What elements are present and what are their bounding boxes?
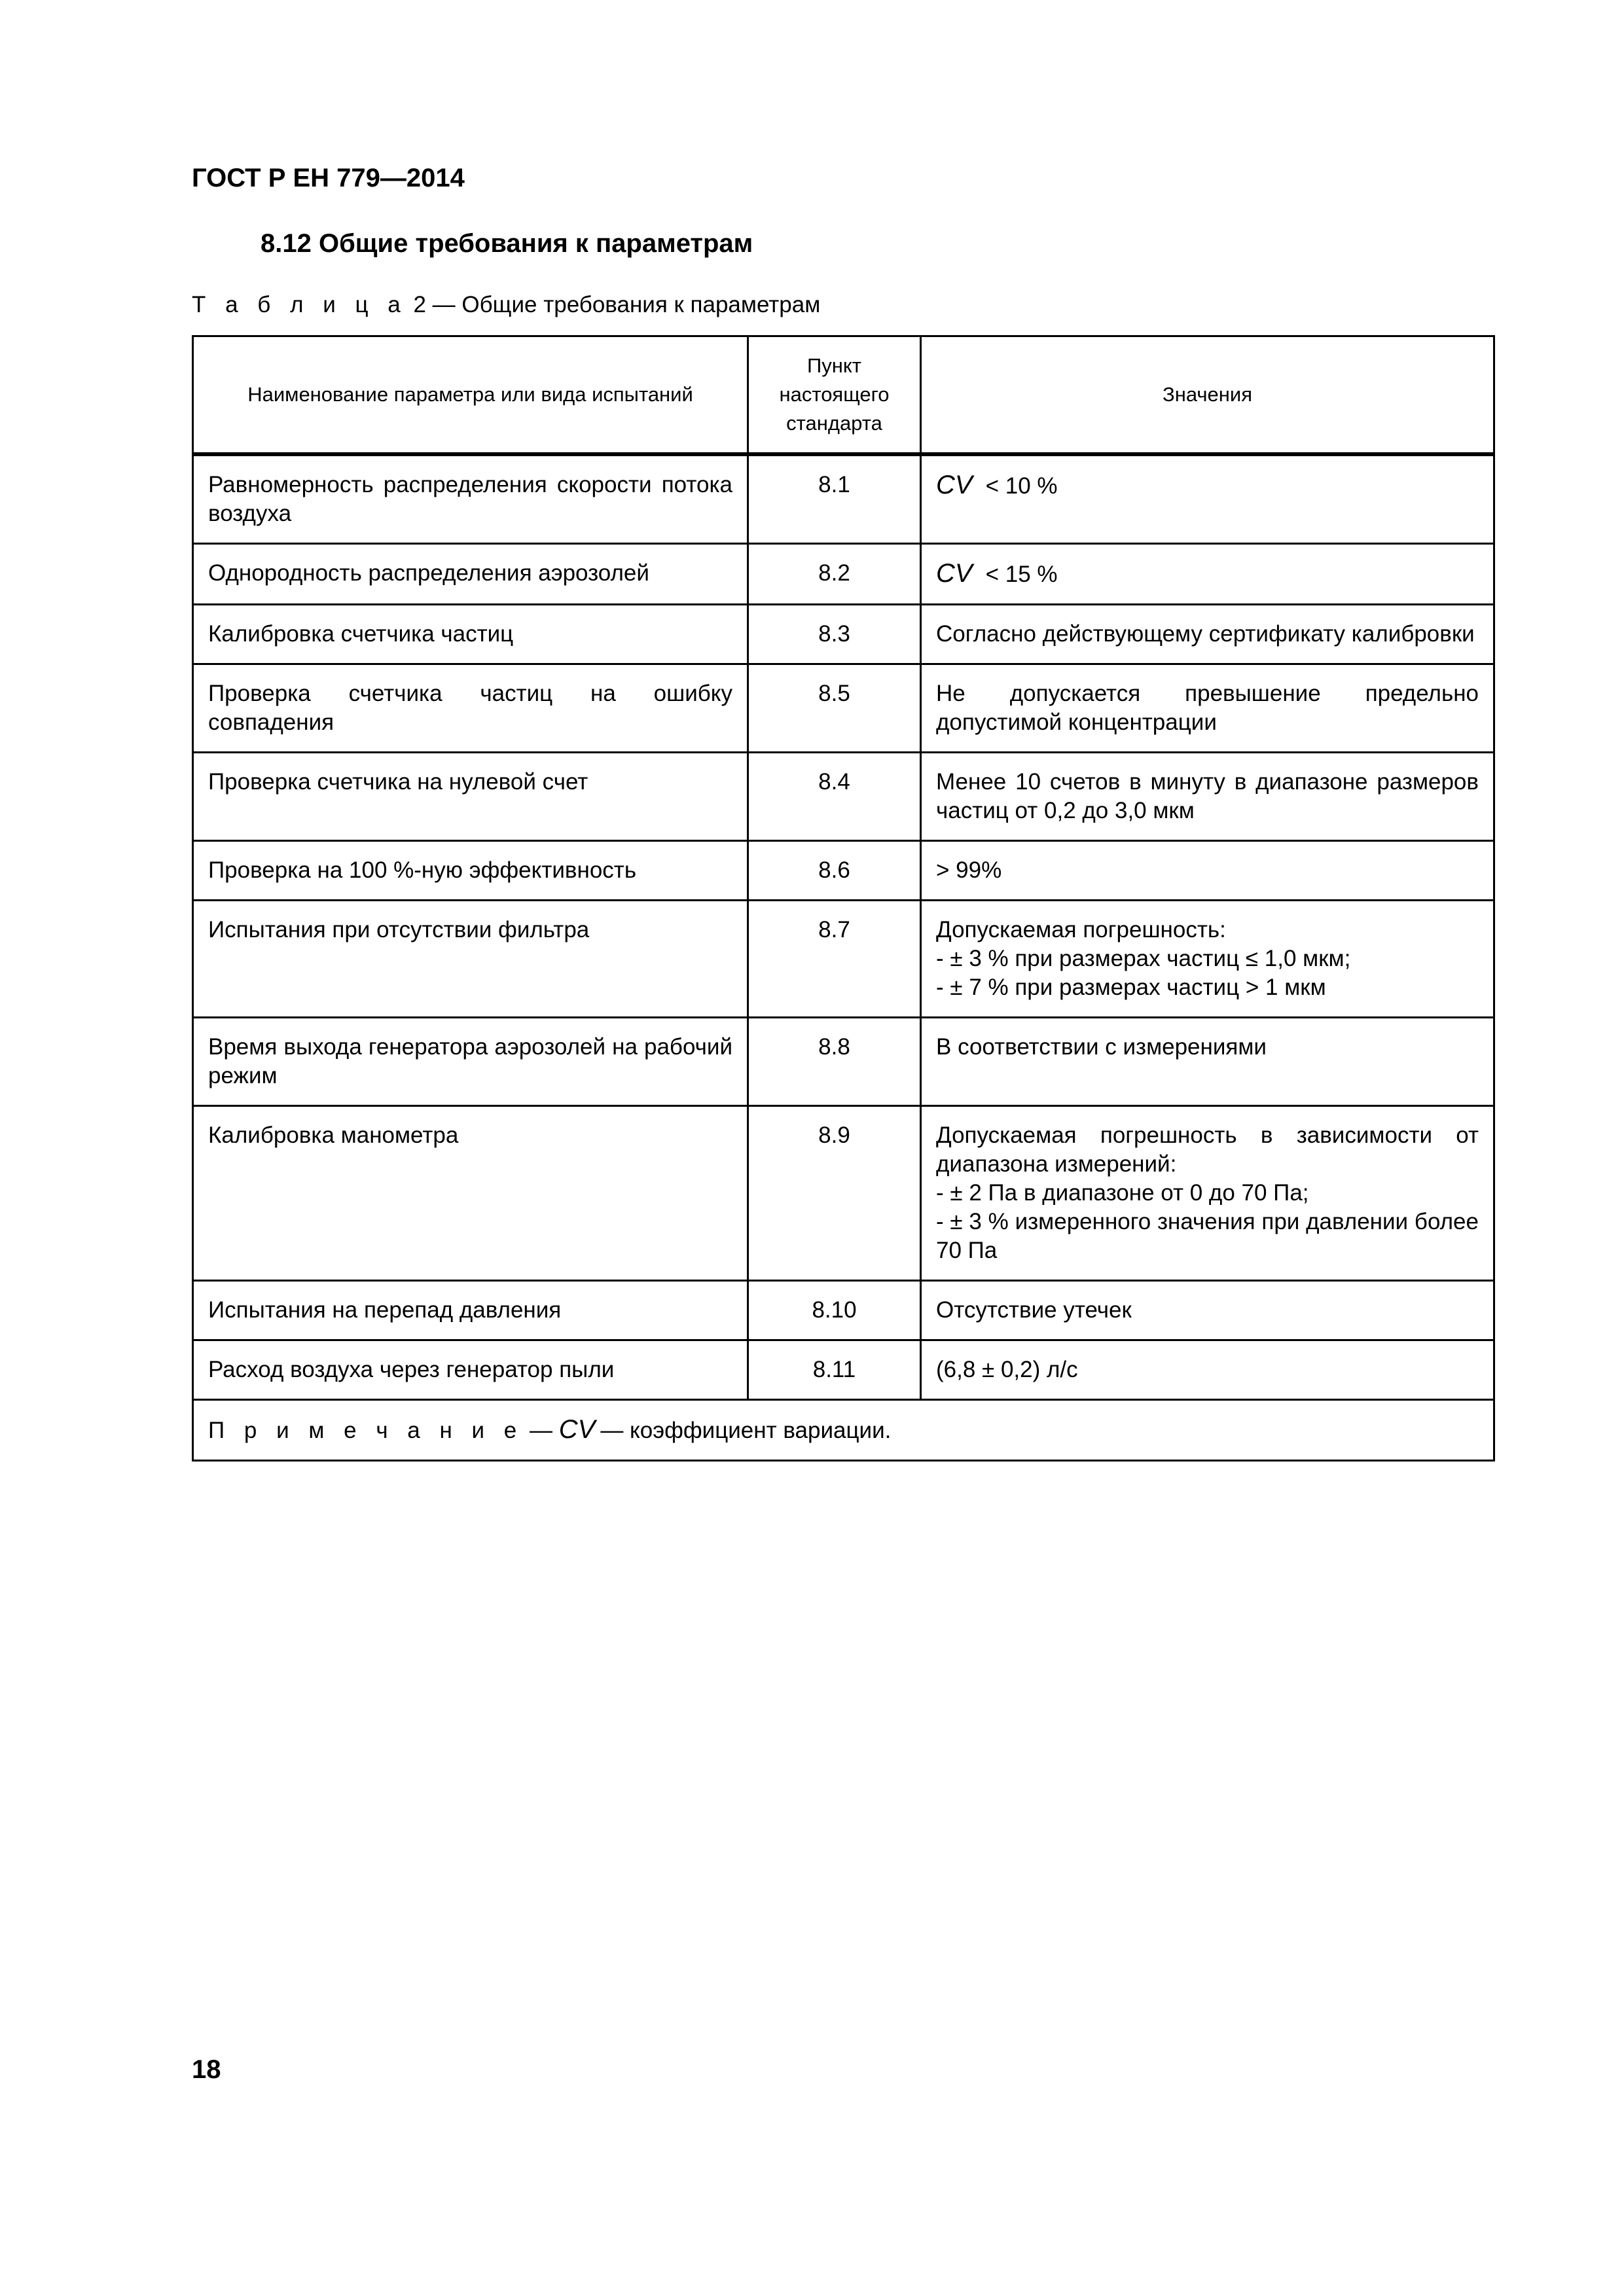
table-row (193, 1340, 1494, 1400)
row-name-cell: Однородность распределения аэрозолей (193, 544, 748, 605)
row-clause-cell: 8.4 (748, 753, 921, 841)
table-row (193, 454, 1494, 544)
row-name-cell: Проверка на 100 %-ную эффективность (193, 841, 748, 901)
table-caption-number: 2 (413, 292, 426, 317)
header-values: Значения (921, 336, 1494, 455)
row-value-cell: Согласно действующему сертификату калибровки (921, 605, 1494, 664)
table-row (193, 1018, 1494, 1106)
row-clause-cell: 8.2 (748, 544, 921, 605)
cv-symbol: CV (936, 471, 973, 499)
table-row (193, 901, 1494, 1018)
table-note-row (193, 1400, 1494, 1461)
row-clause-cell: 8.9 (748, 1106, 921, 1281)
row-name-cell: Испытания при отсутствии фильтра (193, 901, 748, 1018)
row-name-cell: Расход воздуха через генератор пыли (193, 1340, 748, 1400)
table-header-row (193, 336, 1494, 455)
row-clause-cell: 8.3 (748, 605, 921, 664)
row-value-cell: Не допускается превышение предельно допустимой концентрации (921, 664, 1494, 753)
row-name-cell: Проверка счетчика на нулевой счет (193, 753, 748, 841)
table-row (193, 753, 1494, 841)
note-label: П р и м е ч а н и е (208, 1418, 524, 1443)
row-clause-cell: 8.6 (748, 841, 921, 901)
table-row (193, 1281, 1494, 1340)
row-value-cell: > 99% (921, 841, 1494, 901)
value-line: - ± 2 Па в диапазоне от 0 до 70 Па; (936, 1180, 1309, 1206)
note-dash: — (530, 1418, 552, 1443)
table-caption (192, 292, 820, 318)
page-number: 18 (192, 2055, 221, 2084)
row-clause-cell: 8.10 (748, 1281, 921, 1340)
row-value-cell: Отсутствие утечек (921, 1281, 1494, 1340)
note-text: — коэффициент вариации. (600, 1418, 892, 1443)
table-row (193, 664, 1494, 753)
header-clause: Пункт настоящего стандарта (748, 336, 921, 455)
table-caption-text: — Общие требования к параметрам (432, 292, 821, 317)
section-title: 8.12 Общие требования к параметрам (261, 229, 753, 258)
table-row (193, 841, 1494, 901)
row-clause-cell: 8.11 (748, 1340, 921, 1400)
row-value-cell (921, 1106, 1494, 1281)
row-name-cell: Проверка счетчика частиц на ошибку совпадения (193, 664, 748, 753)
document-header: ГОСТ Р ЕН 779—2014 (192, 164, 465, 192)
table-row (193, 1106, 1494, 1281)
row-name-cell: Калибровка манометра (193, 1106, 748, 1281)
value-line: - ± 3 % измеренного значения при давлении более 70 Па (936, 1209, 1479, 1263)
table-row (193, 544, 1494, 605)
row-value-cell: (6,8 ± 0,2) л/с (921, 1340, 1494, 1400)
row-clause-cell: 8.8 (748, 1018, 921, 1106)
row-clause-cell: 8.5 (748, 664, 921, 753)
row-name-cell: Время выхода генератора аэрозолей на рабочий режим (193, 1018, 748, 1106)
value-line: - ± 3 % при размерах частиц ≤ 1,0 мкм; (936, 946, 1351, 971)
row-name-cell: Равномерность распределения скорости потока воздуха (193, 454, 748, 544)
table-note (193, 1400, 1494, 1461)
value-line: Допускаемая погрешность в зависимости от диапазона измерений: (936, 1122, 1479, 1177)
row-value-cell: В соответствии с измерениями (921, 1018, 1494, 1106)
value-line: Допускаемая погрешность: (936, 917, 1226, 942)
row-name-cell: Испытания на перепад давления (193, 1281, 748, 1340)
cv-symbol: CV (558, 1415, 596, 1444)
row-value-cell: CV < 10 % (921, 454, 1494, 544)
value-line: - ± 7 % при размерах частиц > 1 мкм (936, 975, 1326, 1000)
row-value-cell: Менее 10 счетов в минуту в диапазоне размеров частиц от 0,2 до 3,0 мкм (921, 753, 1494, 841)
row-clause-cell: 8.1 (748, 454, 921, 544)
row-name-cell: Калибровка счетчика частиц (193, 605, 748, 664)
cv-symbol: CV (936, 559, 973, 588)
header-name: Наименование параметра или вида испытаний (193, 336, 748, 455)
row-value-cell: CV < 15 % (921, 544, 1494, 605)
row-clause-cell: 8.7 (748, 901, 921, 1018)
table-caption-label: Т а б л и ц а (192, 292, 407, 317)
table-row (193, 605, 1494, 664)
row-value-cell (921, 901, 1494, 1018)
parameters-table (192, 335, 1495, 1462)
